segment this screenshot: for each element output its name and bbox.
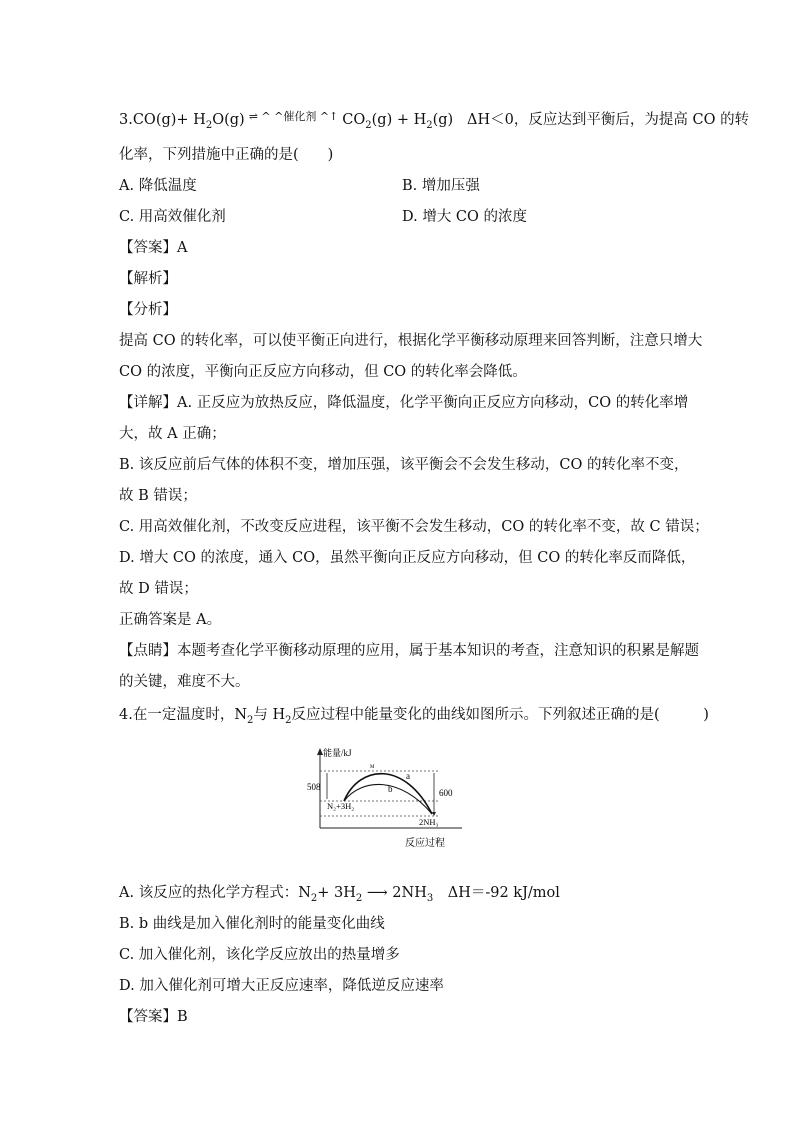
q3-answer: 【答案】A <box>119 240 188 256</box>
y-axis-label: 能量/kJ <box>323 748 352 758</box>
value-600-arrowhead <box>432 812 436 816</box>
q3-detail-line7: 故 D 错误； <box>119 581 198 597</box>
q3-analysis-line1: 提高 CO 的转化率，可以使平衡正向进行，根据化学平衡移动原理来回答判断，注意只增大 <box>119 333 703 349</box>
q3-eq-lhs: 3.CO(g)+ H <box>119 112 206 128</box>
q3-options-row2 <box>119 207 528 227</box>
q3-detail-line1: 【详解】A. 正反应为放热反应，降低温度，化学平衡向正反应方向移动，CO 的转化率增 <box>119 395 689 411</box>
q3-analysis-line2: CO 的浓度，平衡向正反应方向移动，但 CO 的转化率会降低。 <box>119 364 527 380</box>
q3-dianjing-line2: 的关键，难度不大。 <box>119 674 250 690</box>
q3-option-a: A. 降低温度 <box>119 178 197 194</box>
left-value-label: 508 <box>307 782 321 792</box>
q3-jiexi-heading: 【解析】 <box>119 271 177 287</box>
q3-detail-line2: 大，故 A 正确； <box>119 426 226 442</box>
q3-correct-answer: 正确答案是 A。 <box>119 612 222 628</box>
q3-eq-condition: ΔH＜0，反应达到平衡后，为提高 CO 的转 <box>467 112 750 128</box>
q4-answer: 【答案】B <box>119 1009 188 1025</box>
q3-option-b: B. 增加压强 <box>402 178 480 194</box>
q4-option-c: C. 加入催化剂，该化学反应放出的热量增多 <box>119 947 400 963</box>
q3-detail-line5: C. 用高效催化剂，不改变反应进程，该平衡不会发生移动，CO 的转化率不变，故 C 错误； <box>119 519 709 535</box>
q3-detail-line6: D. 增大 CO 的浓度，通入 CO，虽然平衡向正反应方向移动，但 CO 的转化率反而降低， <box>119 550 696 566</box>
q4-option-b: B. b 曲线是加入催化剂时的能量变化曲线 <box>119 916 385 932</box>
curve-a-label: a <box>406 771 410 781</box>
q3-fenxi-heading: 【分析】 <box>119 302 177 318</box>
x-axis-label: 反应过程 <box>405 838 445 849</box>
right-value-label: 600 <box>439 788 453 798</box>
reactants-label: N₂+3H₂ <box>327 801 355 811</box>
q4-option-a: A. 该反应的热化学方程式：$N_2+ 3H_2$ ⟶ $2NH_3$ ΔH＝-92 kJ/mol <box>119 885 560 904</box>
q4-stem: 4.在一定温度时，$N_2$与 $H_2$反应过程中能量变化的曲线如图所示。下列叙述正确的是( ) <box>119 707 709 726</box>
products-label: 2NH₃ <box>419 817 439 827</box>
energy-profile-diagram <box>300 746 470 856</box>
q3-stem-line2: 化率，下列措施中正确的是( ) <box>119 147 334 163</box>
equilibrium-arrow: ⇌ ^ ^催化剂 ^↑ <box>248 110 339 123</box>
q3-dianjing-line1: 【点睛】本题考查化学平衡移动原理的应用，属于基本知识的考查，注意知识的积累是解题 <box>119 643 699 659</box>
q3-option-c: C. 用高效催化剂 <box>119 209 226 225</box>
q3-detail-line3: B. 该反应前后气体的体积不变，增加压强，该平衡会不会发生移动，CO 的转化率不变， <box>119 457 689 473</box>
q3-option-d: D. 增大 CO 的浓度 <box>402 209 528 225</box>
curve-b-label: b <box>388 784 393 794</box>
q4-option-d: D. 加入催化剂可增大正反应速率，降低逆反应速率 <box>119 978 444 994</box>
peak-label: M <box>370 765 375 770</box>
q3-detail-line4: 故 B 错误； <box>119 488 197 504</box>
q3-options-row1 <box>119 176 519 196</box>
q3-equation-line: $3.CO(g)+ H_2O(g)$ ⇌ ^ ^催化剂 ^↑ $CO_2(g) + H_2(g)$ ΔH＜0，反应达到平衡后，为提高 CO 的转 <box>119 107 749 136</box>
